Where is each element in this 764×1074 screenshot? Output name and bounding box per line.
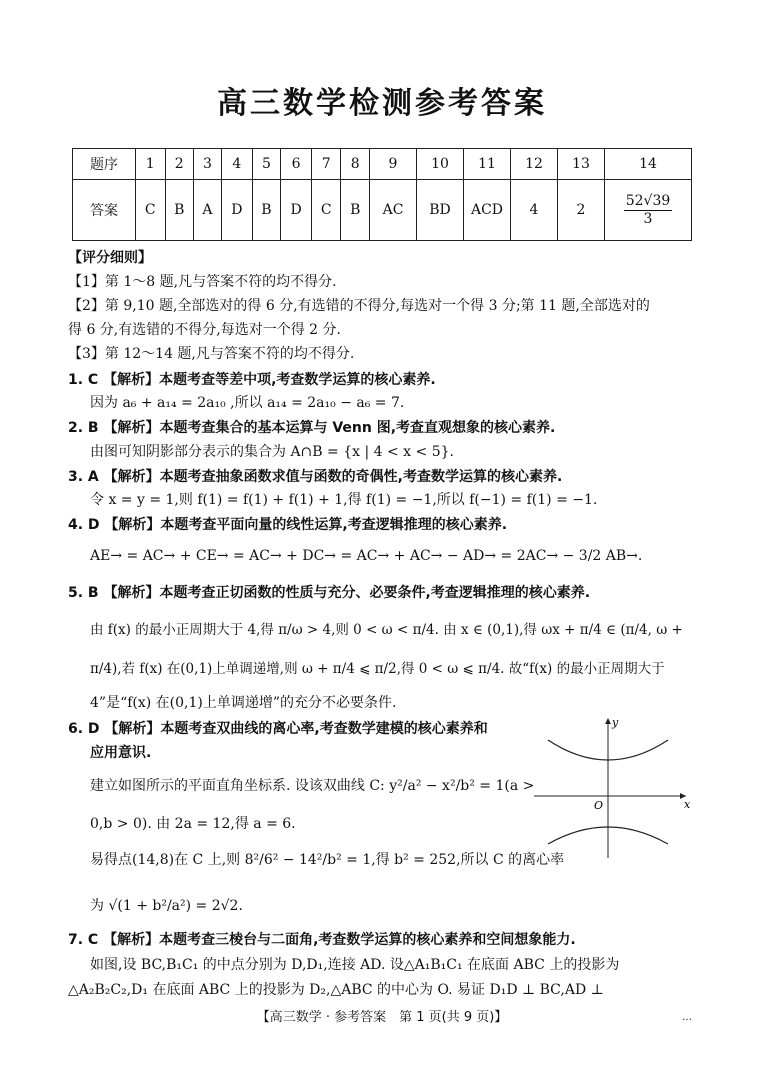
q4-heading: 4. D 【解析】本题考查平面向量的线性运算,考查逻辑推理的核心素养.: [68, 517, 508, 533]
q6-solution-line-4: 为 √(1 + b²/a²) = 2√2.: [90, 898, 243, 914]
answer-row: [73, 180, 692, 241]
table-cell: B: [252, 180, 280, 241]
table-cell: 12: [511, 149, 558, 180]
table-cell: BD: [417, 180, 464, 241]
table-cell: 9: [370, 149, 417, 180]
footer-mark: …: [682, 1012, 692, 1023]
y-axis-label: y: [612, 716, 619, 729]
q1-heading: 1. C 【解析】本题考查等差中项,考查数学运算的核心素养.: [68, 372, 436, 388]
question-number-row: [73, 149, 692, 180]
scoring-rule-2b: 得 6 分,有选错的不得分,每选对一个得 2 分.: [68, 322, 341, 338]
origin-label: O: [594, 799, 604, 812]
q7-heading: 7. C 【解析】本题考查三棱台与二面角,考查数学运算的核心素养和空间想象能力.: [68, 932, 576, 948]
table-cell: 10: [417, 149, 464, 180]
table-cell: C: [311, 180, 341, 241]
q5-solution-line-1: 由 f(x) 的最小正周期大于 4,得 π/ω > 4,则 0 < ω < π/4. 由 x ∈ (0,1),得 ωx + π/4 ∈ (π/4, ω +: [90, 622, 683, 638]
table-cell: B: [165, 180, 193, 241]
table-cell: 2: [165, 149, 193, 180]
table-cell: 6: [281, 149, 312, 180]
q1-solution: 因为 a₆ + a₁₄ = 2a₁₀ ,所以 a₁₄ = 2a₁₀ − a₆ = 7.: [90, 395, 405, 411]
q7-solution-line-1: 如图,设 BC,B₁C₁ 的中点分别为 D,D₁,连接 AD. 设△A₁B₁C₁ 在底面 ABC 上的投影为: [90, 957, 620, 973]
table-cell: 13: [558, 149, 605, 180]
table-cell: 2: [558, 180, 605, 241]
q5-solution-line-2: π/4),若 f(x) 在(0,1)上单调递增,则 ω + π/4 ⩽ π/2,得 0 < ω ⩽ π/4. 故“f(x) 的最小正周期大于: [90, 661, 665, 677]
q3-heading: 3. A 【解析】本题考查抽象函数求值与函数的奇偶性,考查数学运算的核心素养.: [68, 469, 563, 485]
table-cell: 4: [221, 149, 252, 180]
table-cell: 题序: [73, 149, 136, 180]
fraction: [624, 193, 673, 226]
q7-solution-line-2: △A₂B₂C₂,D₁ 在底面 ABC 上的投影为 D₂,△ABC 的中心为 O. 易证 D₁D ⊥ BC,AD ⊥: [68, 982, 604, 998]
table-cell: AC: [370, 180, 417, 241]
page-title: 高三数学检测参考答案: [217, 86, 547, 121]
q2-solution: 由图可知阴影部分表示的集合为 A∩B = {x | 4 < x < 5}.: [90, 444, 454, 460]
table-cell: D: [221, 180, 252, 241]
table-cell: C: [136, 180, 166, 241]
table-cell: 4: [511, 180, 558, 241]
table-cell: ACD: [464, 180, 511, 241]
table-cell: 3: [193, 149, 221, 180]
q5-heading: 5. B 【解析】本题考查正切函数的性质与充分、必要条件,考查逻辑推理的核心素养.: [68, 585, 591, 601]
table-cell: A: [193, 180, 221, 241]
table-cell: 答案: [73, 180, 136, 241]
fraction-numerator: 52√39: [625, 193, 671, 210]
q2-heading: 2. B 【解析】本题考查集合的基本运算与 Venn 图,考查直观想象的核心素养.: [68, 420, 556, 436]
table-cell: B: [341, 180, 370, 241]
page-footer: 【高三数学 · 参考答案 第 1 页(共 9 页)】: [256, 1010, 508, 1025]
scoring-rule-1: 【1】第 1～8 题,凡与答案不符的均不得分.: [68, 274, 337, 290]
q4-solution: AE→ = AC→ + CE→ = AC→ + DC→ = AC→ + AC→ − AD→ = 2AC→ − 3/2 AB→.: [90, 548, 643, 564]
table-cell: 14: [605, 149, 692, 180]
q6-solution-line-3: 易得点(14,8)在 C 上,则 8²/6² − 14²/b² = 1,得 b² = 252,所以 C 的离心率: [90, 852, 565, 868]
table-cell: 11: [464, 149, 511, 180]
q3-solution: 令 x = y = 1,则 f(1) = f(1) + f(1) + 1,得 f(1) = −1,所以 f(−1) = f(1) = −1.: [90, 492, 598, 508]
table-cell: 1: [136, 149, 166, 180]
table-cell: 8: [341, 149, 370, 180]
answer-table: [72, 148, 692, 241]
table-cell: 5: [252, 149, 280, 180]
scoring-rule-3: 【3】第 12～14 题,凡与答案不符的均不得分.: [68, 346, 355, 362]
scoring-rule-2a: 【2】第 9,10 题,全部选对的得 6 分,有选错的不得分,每选对一个得 3 分;第 11 题,全部选对的: [68, 298, 650, 314]
q6-heading-1: 6. D 【解析】本题考查双曲线的离心率,考查数学建模的核心素养和: [68, 721, 488, 737]
x-axis-label: x: [684, 798, 691, 811]
fraction-denominator: 3: [643, 210, 653, 227]
q6-solution-line-2: 0,b > 0). 由 2a = 12,得 a = 6.: [90, 816, 296, 832]
q6-heading-2: 应用意识.: [90, 745, 152, 761]
table-cell: 7: [311, 149, 341, 180]
q5-solution-line-3: 4”是“f(x) 在(0,1)上单调递增”的充分不必要条件.: [90, 695, 397, 711]
table-cell-q14: [605, 180, 692, 241]
q6-solution-line-1: 建立如图所示的平面直角坐标系. 设该双曲线 C: y²/a² − x²/b² = 1(a >: [90, 778, 535, 794]
scoring-heading: 【评分细则】: [68, 250, 152, 266]
y-axis-arrow-icon: [605, 718, 611, 724]
hyperbola-graph: [528, 712, 696, 862]
table-cell: D: [281, 180, 312, 241]
